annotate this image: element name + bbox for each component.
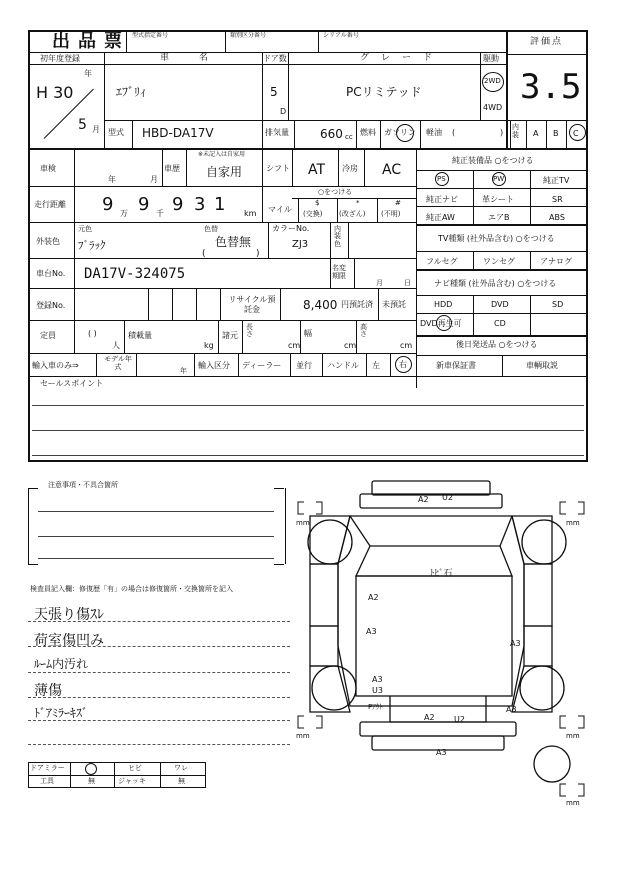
- handle-label: ハンドル: [327, 361, 359, 370]
- tv-fullseg: フルセグ: [426, 257, 458, 266]
- exchange-sym: $: [315, 199, 320, 207]
- dmg-u3: U3: [372, 686, 383, 695]
- tv-title: TV種類 (社外品含む) ○をつける: [438, 234, 555, 243]
- option-leather: 革シート: [482, 195, 514, 204]
- legend-jack: ジャッキ: [118, 777, 146, 785]
- tv-analog: アナログ: [540, 257, 572, 266]
- year-unit: 年: [84, 69, 92, 78]
- dmg-a3-right: A3: [510, 639, 521, 648]
- history-label: 車歴: [164, 164, 180, 173]
- mileage-d4: 3: [194, 194, 206, 215]
- month-unit: 月: [92, 125, 100, 134]
- deposit: 預託済: [349, 300, 373, 309]
- displacement-label: 排気量: [265, 128, 289, 137]
- not-deposit: 未預託: [382, 300, 406, 309]
- recycle-label: リサイクル預託金: [228, 295, 276, 314]
- model-value: HBD-DA17V: [142, 126, 214, 140]
- repaint-value: 色替無: [215, 235, 252, 249]
- note-item-2: 荷室傷凹み: [34, 633, 104, 649]
- tamper-label: (改ざん): [339, 210, 366, 218]
- unknown-label: (不明): [381, 210, 401, 218]
- capacity-label: 定員: [40, 331, 56, 340]
- sales-label: セールスポイント: [40, 379, 104, 388]
- option-pw: PW: [493, 175, 505, 183]
- mm-rear-right: mm: [566, 732, 580, 740]
- dmg-stone: ﾄﾋﾞ石: [430, 569, 453, 579]
- mm-front-right: mm: [566, 519, 580, 527]
- option-navi: 純正ナビ: [426, 195, 458, 204]
- dims-label: 諸元: [222, 331, 238, 340]
- legend-crack: ワレ: [174, 764, 188, 772]
- navi-title: ナビ種類 (社外品含む) ○をつける: [434, 279, 557, 288]
- exchange-label: (交換): [303, 210, 323, 218]
- grade-value: PCリミテッド: [346, 85, 422, 99]
- option-sr: SR: [552, 195, 563, 204]
- class-no-label: 類別区分番号: [230, 32, 267, 39]
- mm-spare: mm: [566, 799, 580, 807]
- mileage-sen: 千: [156, 209, 164, 218]
- model-year-unit: 年: [180, 367, 187, 375]
- recycle-unit: 円: [341, 300, 349, 309]
- mileage-label: 走行距離: [34, 200, 66, 209]
- legend-tools-none: 無: [88, 777, 95, 785]
- handle-left: 左: [372, 361, 380, 370]
- color-no: ZJ3: [292, 239, 309, 250]
- doors-sub: D: [280, 107, 287, 116]
- color-no-label: カラーNo.: [272, 224, 310, 233]
- navi-cd: CD: [494, 319, 506, 328]
- legend-tools: 工具: [40, 777, 54, 785]
- navi-dvd-play: DVD再生可: [420, 319, 462, 328]
- page-title: 出品票: [52, 31, 130, 52]
- first-reg-label: 初年度登録: [40, 54, 80, 63]
- doors-value: 5: [270, 85, 278, 99]
- name-change-month: 月: [376, 279, 383, 287]
- later-manual: 車輌取説: [526, 361, 558, 370]
- ac-label: 冷房: [342, 164, 358, 173]
- notes-label: 注意事項・不具合箇所: [48, 481, 118, 489]
- score-label: 評価点: [530, 37, 564, 47]
- inspection-label: 車検: [40, 164, 56, 173]
- tamper-sym: *: [356, 199, 360, 207]
- shift-value: AT: [308, 162, 326, 178]
- name-change-label: 名変期限: [332, 264, 346, 281]
- orig-color: ﾌﾞﾗｯｸ: [78, 239, 106, 252]
- interior-label: 内装: [512, 123, 519, 139]
- displacement-value: 660: [320, 127, 343, 141]
- inspector-note: 検査員記入欄：修復歴「有」の場合は修復箇所・交換箇所を記入: [30, 585, 233, 593]
- note-item-1: 天張り傷ｽﾚ: [34, 607, 104, 623]
- dmg-a3-rear: A3: [506, 705, 517, 714]
- load-kg: kg: [204, 341, 214, 350]
- option-abs: ABS: [549, 213, 565, 222]
- interior-b: B: [553, 129, 559, 138]
- history-value: 自家用: [206, 165, 243, 179]
- tv-oneseg: ワンセグ: [483, 257, 515, 266]
- model-label: 型式: [108, 128, 124, 137]
- mileage-d5: 1: [214, 194, 226, 215]
- dmg-a2-top: A2: [418, 495, 429, 504]
- wid-label: 幅: [304, 329, 312, 338]
- orig-color-label: 元色: [78, 225, 92, 233]
- repaint-paren-open: (: [202, 249, 206, 259]
- mileage-d2: 9: [138, 194, 150, 215]
- hei-label: 高さ: [360, 323, 367, 339]
- dmg-a3-rear-quarter: A3: [372, 675, 383, 684]
- grade-label: グレード: [360, 53, 445, 63]
- import-label: 輸入車のみ⇒: [32, 361, 79, 370]
- mileage-km: km: [244, 209, 257, 218]
- option-ps: PS: [437, 175, 446, 183]
- notes-bracket: [28, 488, 286, 564]
- option-airbag: エアB: [488, 213, 510, 222]
- load-label: 積載量: [128, 331, 152, 340]
- drive-4wd: 4WD: [483, 103, 503, 112]
- legend-hibi: ヒビ: [128, 764, 142, 772]
- mile-label: マイル: [268, 205, 292, 214]
- model-year-label: モデル年式: [104, 355, 132, 371]
- dmg-a3-bumper: A3: [436, 748, 447, 757]
- fuel-label: 燃料: [360, 128, 376, 137]
- interior-a: A: [533, 129, 539, 138]
- note-item-5: ﾄﾞｱﾐﾗｰｷｽﾞ: [34, 706, 89, 720]
- doors-label: ドア数: [263, 54, 287, 63]
- color-label: 外装色: [36, 237, 60, 246]
- mm-rear-left: mm: [296, 732, 310, 740]
- vin-label: 車台No.: [36, 269, 66, 278]
- drive-2wd: 2WD: [484, 77, 501, 85]
- dmg-a3-side: A3: [366, 627, 377, 636]
- first-reg-era: H 30: [36, 83, 74, 102]
- repaint-label: 色替: [204, 225, 218, 233]
- wid-cm: cm: [344, 341, 357, 350]
- note-item-3: ﾙｰﾑ内汚れ: [34, 657, 89, 671]
- ac-value: AC: [382, 162, 402, 178]
- car-name: ｴﾌﾞﾘｨ: [116, 85, 147, 99]
- vin-value: DA17V-324075: [84, 266, 186, 282]
- interior-color-label: 内装色: [334, 225, 341, 248]
- first-reg-month: 5: [78, 117, 87, 133]
- len-cm: cm: [288, 341, 301, 350]
- inspection-month-unit: 月: [150, 175, 158, 184]
- capacity-paren: ( ): [88, 329, 97, 338]
- len-label: 長さ: [246, 323, 253, 339]
- model-no-label: 型式指定番号: [132, 32, 169, 39]
- fuel-gas: ガソリン: [384, 128, 416, 137]
- legend-mirror: ドアミラー: [30, 764, 65, 772]
- parallel: 並行: [296, 361, 312, 370]
- navi-hdd: HDD: [434, 300, 453, 309]
- unknown-sym: #: [395, 199, 401, 207]
- displacement-unit: cc: [345, 133, 353, 141]
- reg-label: 登録No.: [36, 301, 66, 310]
- interior-c: C: [573, 129, 579, 138]
- serial-label: シリアル番号: [323, 32, 359, 39]
- car-damage-diagram: [290, 476, 600, 816]
- dmg-u2-top: U2: [442, 493, 453, 502]
- note-item-4: 薄傷: [34, 683, 62, 699]
- mileage-d1: 9: [102, 194, 114, 215]
- fuel-diesel: 軽油: [426, 128, 442, 137]
- mileage-d3: 9: [172, 194, 184, 215]
- legend-jack-none: 無: [178, 777, 185, 785]
- shift-label: シフト: [266, 164, 290, 173]
- car-name-label: 車名: [160, 53, 239, 63]
- later-title: 後日発送品 ○をつける: [456, 340, 538, 349]
- options-title: 純正装備品 ○をつける: [452, 156, 534, 165]
- history-note: ※未記入は自家用: [198, 151, 246, 158]
- dmg-pillar: Pｱｳﾄ: [368, 703, 383, 711]
- mm-front-left: mm: [296, 519, 310, 527]
- import-type-label: 輸入区分: [198, 361, 230, 370]
- dealer: ディーラー: [242, 361, 282, 370]
- mileage-man: 万: [120, 209, 128, 218]
- recycle-value: 8,400: [303, 298, 338, 312]
- hei-cm: cm: [400, 341, 413, 350]
- dmg-a2-bottom: A2: [424, 713, 435, 722]
- name-change-day: 日: [404, 279, 411, 287]
- inspection-year-unit: 年: [108, 175, 116, 184]
- legend-mirror-circle: [85, 763, 97, 775]
- navi-sd: SD: [552, 300, 564, 309]
- later-warranty: 新車保証書: [436, 361, 476, 370]
- mileage-note: ○をつける: [318, 188, 353, 196]
- drive-label: 駆動: [483, 54, 499, 63]
- capacity-person: 人: [112, 341, 120, 350]
- option-tv: 純正TV: [543, 176, 570, 185]
- dmg-a2-side: A2: [368, 593, 379, 602]
- navi-dvd: DVD: [491, 300, 509, 309]
- option-aw: 純正AW: [426, 213, 455, 222]
- handle-right: 右: [399, 360, 407, 369]
- dmg-u2-bottom: U2: [454, 715, 465, 724]
- repaint-paren-close: ): [256, 249, 260, 259]
- score-value: 3.5: [520, 67, 582, 107]
